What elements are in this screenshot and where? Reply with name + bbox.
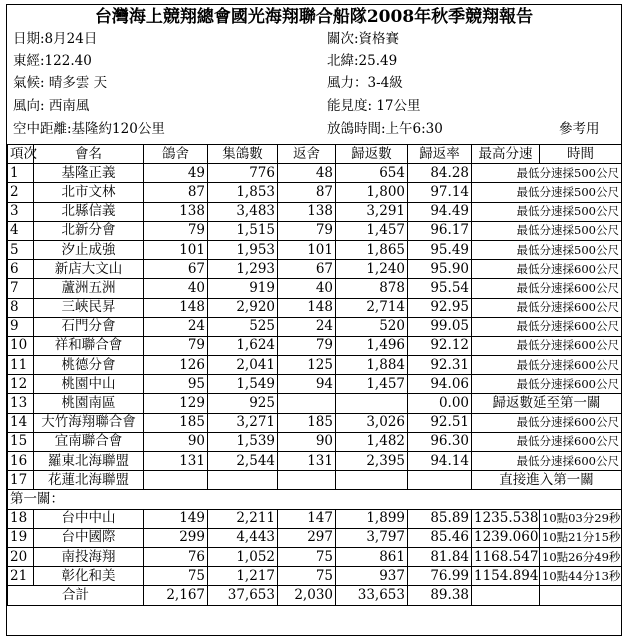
row-returned-lofts: 75 — [278, 567, 336, 586]
total-time-empty — [540, 586, 622, 605]
row-lofts: 95 — [144, 375, 208, 394]
header-time: 時間 — [540, 145, 622, 164]
row-rate: 76.99 — [408, 567, 472, 586]
row-lofts: 148 — [144, 298, 208, 317]
header-club: 會名 — [34, 145, 144, 164]
row-no: 2 — [8, 183, 34, 202]
row-returned-lofts: 125 — [278, 356, 336, 375]
row-collected: 525 — [208, 317, 278, 336]
stage-one-rows — [8, 509, 622, 586]
row-club: 北縣信義 — [34, 202, 144, 221]
info-release-time: 放鴿時間:上午6:30 — [327, 121, 443, 137]
row-no: 6 — [8, 260, 34, 279]
row-note: 最低分速採500公尺 — [472, 164, 622, 183]
row-club: 汐止成強 — [34, 240, 144, 259]
row-club: 台中國際 — [34, 528, 144, 547]
info-weather-value: 晴多雲 天 — [48, 75, 108, 91]
row-rate: 97.14 — [408, 183, 472, 202]
row-returned-lofts: 79 — [278, 336, 336, 355]
total-label: 合計 — [8, 586, 144, 605]
table-row — [8, 356, 622, 375]
row-lofts: 40 — [144, 279, 208, 298]
row-rate: 0.00 — [408, 394, 472, 413]
row-note: 最低分速採500公尺 — [472, 240, 622, 259]
row-note: 最低分速採500公尺 — [472, 221, 622, 240]
row-lofts: 76 — [144, 547, 208, 566]
row-time: 10點26分49秒 — [540, 547, 622, 566]
total-returned: 33,653 — [336, 586, 408, 605]
row-speed: 1235.538 — [472, 509, 540, 528]
row-returned: 937 — [336, 567, 408, 586]
info-longitude: 東經:122.40 — [13, 53, 92, 69]
row-no: 4 — [8, 221, 34, 240]
row-time: 10點21分15秒 — [540, 528, 622, 547]
row-returned: 3,026 — [336, 413, 408, 432]
table-row — [8, 413, 622, 432]
table-row — [8, 547, 622, 566]
row-club: 花蓮北海聯盟 — [34, 471, 144, 490]
table-row — [8, 164, 622, 183]
row-rate: 99.05 — [408, 317, 472, 336]
row-collected: 919 — [208, 279, 278, 298]
row-returned — [336, 471, 408, 490]
row-club: 三峽民昇 — [34, 298, 144, 317]
row-returned-lofts: 138 — [278, 202, 336, 221]
row-lofts: 101 — [144, 240, 208, 259]
table-row — [8, 528, 622, 547]
row-returned-lofts: 75 — [278, 547, 336, 566]
info-weather-label: 氣候: — [13, 75, 45, 91]
row-lofts: 24 — [144, 317, 208, 336]
row-note: 最低分速採600公尺 — [472, 298, 622, 317]
row-rate: 92.31 — [408, 356, 472, 375]
row-returned: 1,457 — [336, 375, 408, 394]
row-rate: 81.84 — [408, 547, 472, 566]
info-weather — [13, 73, 107, 93]
row-no: 20 — [8, 547, 34, 566]
row-collected: 1,853 — [208, 183, 278, 202]
info-latitude: 北緯:25.49 — [327, 53, 398, 69]
table-row — [8, 298, 622, 317]
table-row — [8, 567, 622, 586]
row-collected: 1,515 — [208, 221, 278, 240]
row-collected: 1,624 — [208, 336, 278, 355]
row-returned-lofts: 147 — [278, 509, 336, 528]
info-wind-force: 風力：3-4級 — [327, 75, 403, 91]
total-returned-lofts: 2,030 — [278, 586, 336, 605]
row-note: 直接進入第一關 — [472, 471, 622, 490]
row-collected: 4,443 — [208, 528, 278, 547]
header-speed: 最高分速 — [472, 145, 540, 164]
row-no: 12 — [8, 375, 34, 394]
row-returned-lofts: 185 — [278, 413, 336, 432]
row-rate: 92.12 — [408, 336, 472, 355]
info-distance: 空中距離:基隆約120公里 — [13, 121, 165, 137]
table-header-row — [8, 145, 622, 164]
row-rate: 94.49 — [408, 202, 472, 221]
row-no: 1 — [8, 164, 34, 183]
row-rate: 96.30 — [408, 432, 472, 451]
row-collected: 2,211 — [208, 509, 278, 528]
results-table — [7, 144, 622, 606]
row-returned-lofts: 79 — [278, 221, 336, 240]
row-rate: 94.06 — [408, 375, 472, 394]
row-no: 13 — [8, 394, 34, 413]
total-lofts: 2,167 — [144, 586, 208, 605]
header-collected: 集鴿數 — [208, 145, 278, 164]
row-rate — [408, 471, 472, 490]
row-returned: 1,884 — [336, 356, 408, 375]
row-club: 彰化和美 — [34, 567, 144, 586]
row-no: 10 — [8, 336, 34, 355]
row-collected: 2,041 — [208, 356, 278, 375]
table-row — [8, 183, 622, 202]
row-returned-lofts: 48 — [278, 164, 336, 183]
row-no: 3 — [8, 202, 34, 221]
row-returned: 1,482 — [336, 432, 408, 451]
info-wind-direction — [13, 96, 89, 116]
row-returned: 1,240 — [336, 260, 408, 279]
info-wind-direction-label: 風向: — [13, 98, 45, 114]
row-club: 北新分會 — [34, 221, 144, 240]
row-returned-lofts: 90 — [278, 432, 336, 451]
row-rate: 85.46 — [408, 528, 472, 547]
row-club: 祥和聯合會 — [34, 336, 144, 355]
total-rate: 89.38 — [408, 586, 472, 605]
header-returned-lofts: 返舍 — [278, 145, 336, 164]
row-returned: 1,800 — [336, 183, 408, 202]
table-row — [8, 260, 622, 279]
row-note: 最低分速採600公尺 — [472, 452, 622, 471]
info-reference: 參考用 — [559, 121, 600, 137]
row-rate: 94.14 — [408, 452, 472, 471]
row-collected: 1,217 — [208, 567, 278, 586]
row-club: 大竹海翔聯合會 — [34, 413, 144, 432]
row-no: 7 — [8, 279, 34, 298]
row-rate: 95.49 — [408, 240, 472, 259]
row-no: 16 — [8, 452, 34, 471]
row-lofts: 90 — [144, 432, 208, 451]
row-returned-lofts: 24 — [278, 317, 336, 336]
row-club: 桃德分會 — [34, 356, 144, 375]
row-collected: 2,920 — [208, 298, 278, 317]
row-no: 8 — [8, 298, 34, 317]
row-club: 羅東北海聯盟 — [34, 452, 144, 471]
row-rate: 92.95 — [408, 298, 472, 317]
row-note: 最低分速採600公尺 — [472, 260, 622, 279]
row-note: 最低分速採500公尺 — [472, 183, 622, 202]
row-note: 最低分速採600公尺 — [472, 413, 622, 432]
row-lofts: 126 — [144, 356, 208, 375]
row-lofts: 185 — [144, 413, 208, 432]
row-note: 最低分速採600公尺 — [472, 317, 622, 336]
row-lofts: 79 — [144, 336, 208, 355]
info-round: 關次:資格賽 — [327, 31, 400, 47]
row-no: 18 — [8, 509, 34, 528]
row-returned-lofts: 94 — [278, 375, 336, 394]
row-lofts: 138 — [144, 202, 208, 221]
row-note: 歸返數延至第一關 — [472, 394, 622, 413]
row-club: 南投海翔 — [34, 547, 144, 566]
row-club: 新店大文山 — [34, 260, 144, 279]
table-row — [8, 432, 622, 451]
row-returned: 2,395 — [336, 452, 408, 471]
table-row — [8, 452, 622, 471]
row-no: 19 — [8, 528, 34, 547]
row-rate: 85.89 — [408, 509, 472, 528]
table-row — [8, 336, 622, 355]
row-collected: 1,953 — [208, 240, 278, 259]
row-returned: 1,457 — [336, 221, 408, 240]
row-returned-lofts — [278, 394, 336, 413]
row-returned — [336, 394, 408, 413]
row-collected: 1,549 — [208, 375, 278, 394]
row-rate: 95.54 — [408, 279, 472, 298]
table-row — [8, 279, 622, 298]
row-collected: 1,052 — [208, 547, 278, 566]
row-returned-lofts: 87 — [278, 183, 336, 202]
table-row — [8, 394, 622, 413]
row-lofts: 87 — [144, 183, 208, 202]
total-collected: 37,653 — [208, 586, 278, 605]
total-row — [8, 586, 622, 605]
row-collected: 776 — [208, 164, 278, 183]
row-note: 最低分速採600公尺 — [472, 336, 622, 355]
row-no: 17 — [8, 471, 34, 490]
header-rate: 歸返率 — [408, 145, 472, 164]
total-speed-empty — [472, 586, 540, 605]
info-visibility: 能見度: 17公里 — [327, 98, 421, 114]
row-club: 桃園中山 — [34, 375, 144, 394]
table-row — [8, 240, 622, 259]
row-collected: 1,293 — [208, 260, 278, 279]
row-time: 10點44分13秒 — [540, 567, 622, 586]
header-returned: 歸返數 — [336, 145, 408, 164]
row-note: 最低分速採600公尺 — [472, 432, 622, 451]
row-returned: 878 — [336, 279, 408, 298]
table-row — [8, 509, 622, 528]
row-note: 最低分速採600公尺 — [472, 375, 622, 394]
row-returned: 1,865 — [336, 240, 408, 259]
row-lofts: 49 — [144, 164, 208, 183]
row-returned-lofts — [278, 471, 336, 490]
header-no: 項次 — [8, 145, 34, 164]
table-row — [8, 375, 622, 394]
table-row — [8, 202, 622, 221]
row-returned-lofts: 297 — [278, 528, 336, 547]
row-collected: 1,539 — [208, 432, 278, 451]
row-rate: 95.90 — [408, 260, 472, 279]
row-returned-lofts: 40 — [278, 279, 336, 298]
row-returned-lofts: 101 — [278, 240, 336, 259]
row-no: 15 — [8, 432, 34, 451]
row-returned-lofts: 131 — [278, 452, 336, 471]
row-lofts: 149 — [144, 509, 208, 528]
row-returned: 654 — [336, 164, 408, 183]
row-club: 宜南聯合會 — [34, 432, 144, 451]
row-note: 最低分速採600公尺 — [472, 279, 622, 298]
row-lofts: 75 — [144, 567, 208, 586]
row-returned: 1,899 — [336, 509, 408, 528]
row-returned: 520 — [336, 317, 408, 336]
table-row — [8, 221, 622, 240]
row-no: 11 — [8, 356, 34, 375]
row-speed: 1168.547 — [472, 547, 540, 566]
section-label: 第一關： — [8, 490, 622, 509]
row-no: 5 — [8, 240, 34, 259]
row-returned: 861 — [336, 547, 408, 566]
row-club: 桃園南區 — [34, 394, 144, 413]
row-note: 最低分速採600公尺 — [472, 356, 622, 375]
row-lofts — [144, 471, 208, 490]
row-collected: 2,544 — [208, 452, 278, 471]
row-lofts: 299 — [144, 528, 208, 547]
row-rate: 92.51 — [408, 413, 472, 432]
row-club: 石門分會 — [34, 317, 144, 336]
row-returned: 1,496 — [336, 336, 408, 355]
row-note: 最低分速採500公尺 — [472, 202, 622, 221]
row-time: 10點03分29秒 — [540, 509, 622, 528]
row-returned-lofts: 67 — [278, 260, 336, 279]
row-no: 14 — [8, 413, 34, 432]
row-rate: 84.28 — [408, 164, 472, 183]
header-lofts: 鴿舍 — [144, 145, 208, 164]
row-collected: 3,271 — [208, 413, 278, 432]
row-club: 北市文林 — [34, 183, 144, 202]
row-club: 蘆洲五洲 — [34, 279, 144, 298]
row-returned-lofts: 148 — [278, 298, 336, 317]
row-lofts: 131 — [144, 452, 208, 471]
table-row — [8, 471, 622, 490]
row-returned: 2,714 — [336, 298, 408, 317]
info-date: 日期:8月24日 — [13, 31, 98, 47]
section-row — [8, 490, 622, 509]
table-row — [8, 317, 622, 336]
row-lofts: 129 — [144, 394, 208, 413]
row-speed: 1154.894 — [472, 567, 540, 586]
qualifying-rows — [8, 164, 622, 490]
row-no: 9 — [8, 317, 34, 336]
row-speed: 1239.060 — [472, 528, 540, 547]
row-returned: 3,291 — [336, 202, 408, 221]
row-lofts: 79 — [144, 221, 208, 240]
row-collected: 925 — [208, 394, 278, 413]
row-club: 台中中山 — [34, 509, 144, 528]
row-rate: 96.17 — [408, 221, 472, 240]
info-wind-direction-value: 西南風 — [48, 98, 90, 114]
report-title: 台灣海上競翔總會國光海翔聯合船隊2008年秋季競翔報告 — [94, 7, 534, 27]
row-lofts: 67 — [144, 260, 208, 279]
race-report-sheet — [6, 4, 622, 636]
row-collected: 3,483 — [208, 202, 278, 221]
row-returned: 3,797 — [336, 528, 408, 547]
row-club: 基隆正義 — [34, 164, 144, 183]
row-no: 21 — [8, 567, 34, 586]
row-collected — [208, 471, 278, 490]
